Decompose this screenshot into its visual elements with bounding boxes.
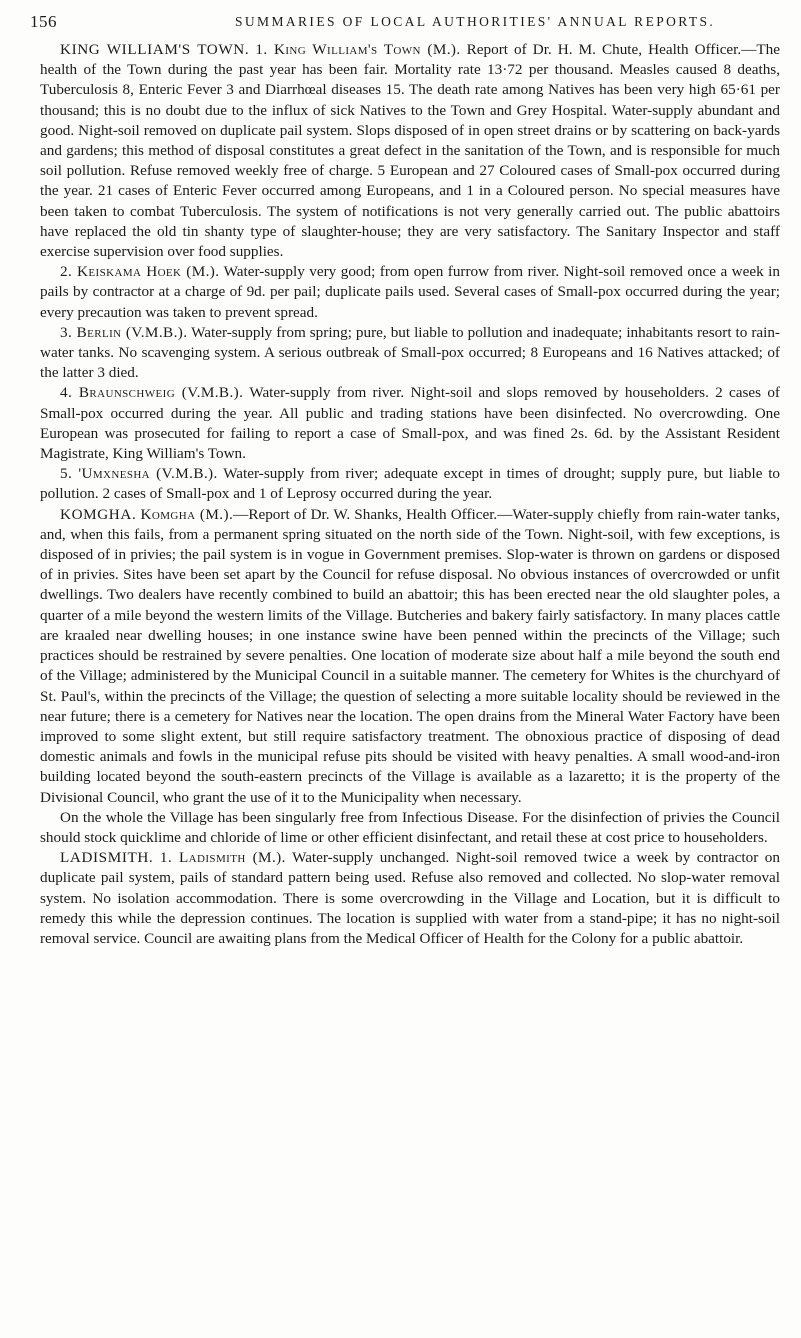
page-number: 156 [30, 12, 57, 31]
section-subheading: 2. Keiskama Hoek (M.). [60, 263, 220, 281]
section-subheading: 3. Berlin (V.M.B.). [60, 323, 188, 341]
section-subheading: 1. King William's Town (M.). [255, 41, 461, 58]
section-ladismith [40, 848, 780, 949]
section-keiskama-hoek [40, 262, 780, 323]
section-body: Water-supply from river; adequate except in times of drought; supply pure, but liable to pollution. 2 cases of Small-pox and 1 of Leprosy occurred during the year. [40, 465, 781, 503]
section-braunschweig [40, 383, 780, 464]
section-body: Water-supply very good; from open furrow from river. Night-soil removed once a week in pails by contractor at a charge of 9d. per pail; duplicate pails used. Several cases of Small-pox occurred during the year; every precaution was taken to prevent spread. [40, 263, 780, 321]
section-umxnesha [40, 464, 780, 504]
running-head [30, 12, 771, 36]
section-heading: KING WILLIAM'S TOWN. [60, 41, 250, 58]
section-komgha [40, 505, 780, 808]
section-body: Water-supply from river. Night-soil and slops removed by householders. 2 cases of Small-pox occurred during the year. All public and trading stations have been disinfected. No overcrowding. One European was prosecuted for failing to report a case of Small-pox, and was fined 2s. 6d. by the Assistant Resident Magistrate, King William's Town. [40, 384, 780, 463]
section-subheading: Komgha (M.). [140, 505, 234, 523]
section-subheading: 5. 'Umxnesha (V.M.B.). [60, 465, 218, 483]
section-subheading: 4. Braunschweig (V.M.B.). [60, 384, 244, 402]
section-body: On the whole the Village has been singularly free from Infectious Disease. For the disinfection of privies the Council should stock quicklime and chloride of lime or other efficient disinfectant, and retail these at cost price to householders. [40, 808, 780, 846]
section-heading: KOMGHA. [60, 505, 137, 523]
section-king-williams-town [40, 40, 780, 262]
section-body: Report of Dr. H. M. Chute, Health Officer.—The health of the Town during the past year has been fair. Mortality rate 13·72 per thousand. Measles caused 8 deaths, Tuberculosis 8, Enteric Fever 3 and Diarrhœal diseases 15. The death rate among Natives has been very high 65·61 per thousand; this is no doubt due to the influx of sick Natives to the Town and Grey Hospital. Water-supply abundant and good. Night-soil removed on duplicate pail system. Slops disposed of in open street drains or by scattering on back-yards and gardens; this method of disposal constitutes a great defect in the sanitation of the Town, and is responsible for much soil pollution. Refuse removed weekly free of charge. 5 European and 27 Coloured cases of Small-pox occurred during the year. 21 cases of Enteric Fever occurred among Europeans, and 1 in a Coloured person. No special measures have been taken to combat Tuberculosis. The system of notifications is not very generally carried out. The public abattoirs have replaced the old tin shanty type of slaughter-house; they are very satisfactory. The Sanitary Inspector and staff exercise supervision over food supplies. [40, 41, 780, 261]
section-heading: LADISMITH. [60, 849, 154, 867]
section-body: —Report of Dr. W. Shanks, Health Officer.—Water-supply chiefly from rain-water tanks, and, when this fails, from a permanent spring situated on the north side of the Town. Night-soil, with few exceptions, is disposed of in privies; the pail system is in vogue in Government premises. Slop-water is thrown on gardens or disposed of in privies. Sites have been set apart by the Council for refuse disposal. No obvious instances of overcrowded or unfit dwellings. Two dealers have recently combined to build an abattoir; this has been erected near the old slaughter poles, a quarter of a mile beyond the western limits of the Village. Butcheries and bakery fairly satisfactory. In many places cattle are kraaled near dwelling houses; in one instance swine have been penned within the precincts of the Village; such practices should be restrained by severe penalties. One location of moderate size about half a mile beyond the south end of the Village; administered by the Municipal Council in a suitable manner. The cemetery for Whites is the churchyard of St. Paul's, within the precincts of the Village; the question of selecting a more suitable locality should be reviewed in the near future; there is a cemetery for Natives near the location. The open drains from the Mineral Water Factory have been improved to some slight extent, but still require satisfactory treatment. The obnoxious practice of disposing of dead domestic animals and fowls in the municipal refuse pits should be visited with heavy penalties. A small wood-and-iron building located beyond the south-eastern precincts of the Village is available as a lazaretto; it is the property of the Divisional Council, who grant the use of it to the Municipality when necessary. [40, 505, 780, 806]
section-body: Water-supply from spring; pure, but liable to pollution and inadequate; inhabitants resort to rain-water tanks. No scavenging system. A serious outbreak of Small-pox occurred; 8 Europeans and 16 Natives attacked; of the latter 3 died. [40, 323, 780, 382]
section-body: Water-supply unchanged. Night-soil removed twice a week by contractor on duplicate pail system, pails of standard pattern being used. Refuse also removed and collected. No slop-water removal system. No isolation accommodation. There is some overcrowding in the Village and Location, but it is difficult to remedy this while the depression continues. The location is supplied with water from a stand-pipe; it has no night-soil removal service. Council are awaiting plans from the Medical Officer of Health for the Colony for a public abattoir. [40, 849, 780, 947]
section-subheading: 1. Ladismith (M.). [159, 849, 286, 867]
running-title: SUMMARIES OF LOCAL AUTHORITIES' ANNUAL REPORTS. [235, 14, 716, 29]
section-berlin [40, 323, 780, 384]
section-komgha-continued [40, 808, 780, 848]
text-column [40, 40, 780, 949]
